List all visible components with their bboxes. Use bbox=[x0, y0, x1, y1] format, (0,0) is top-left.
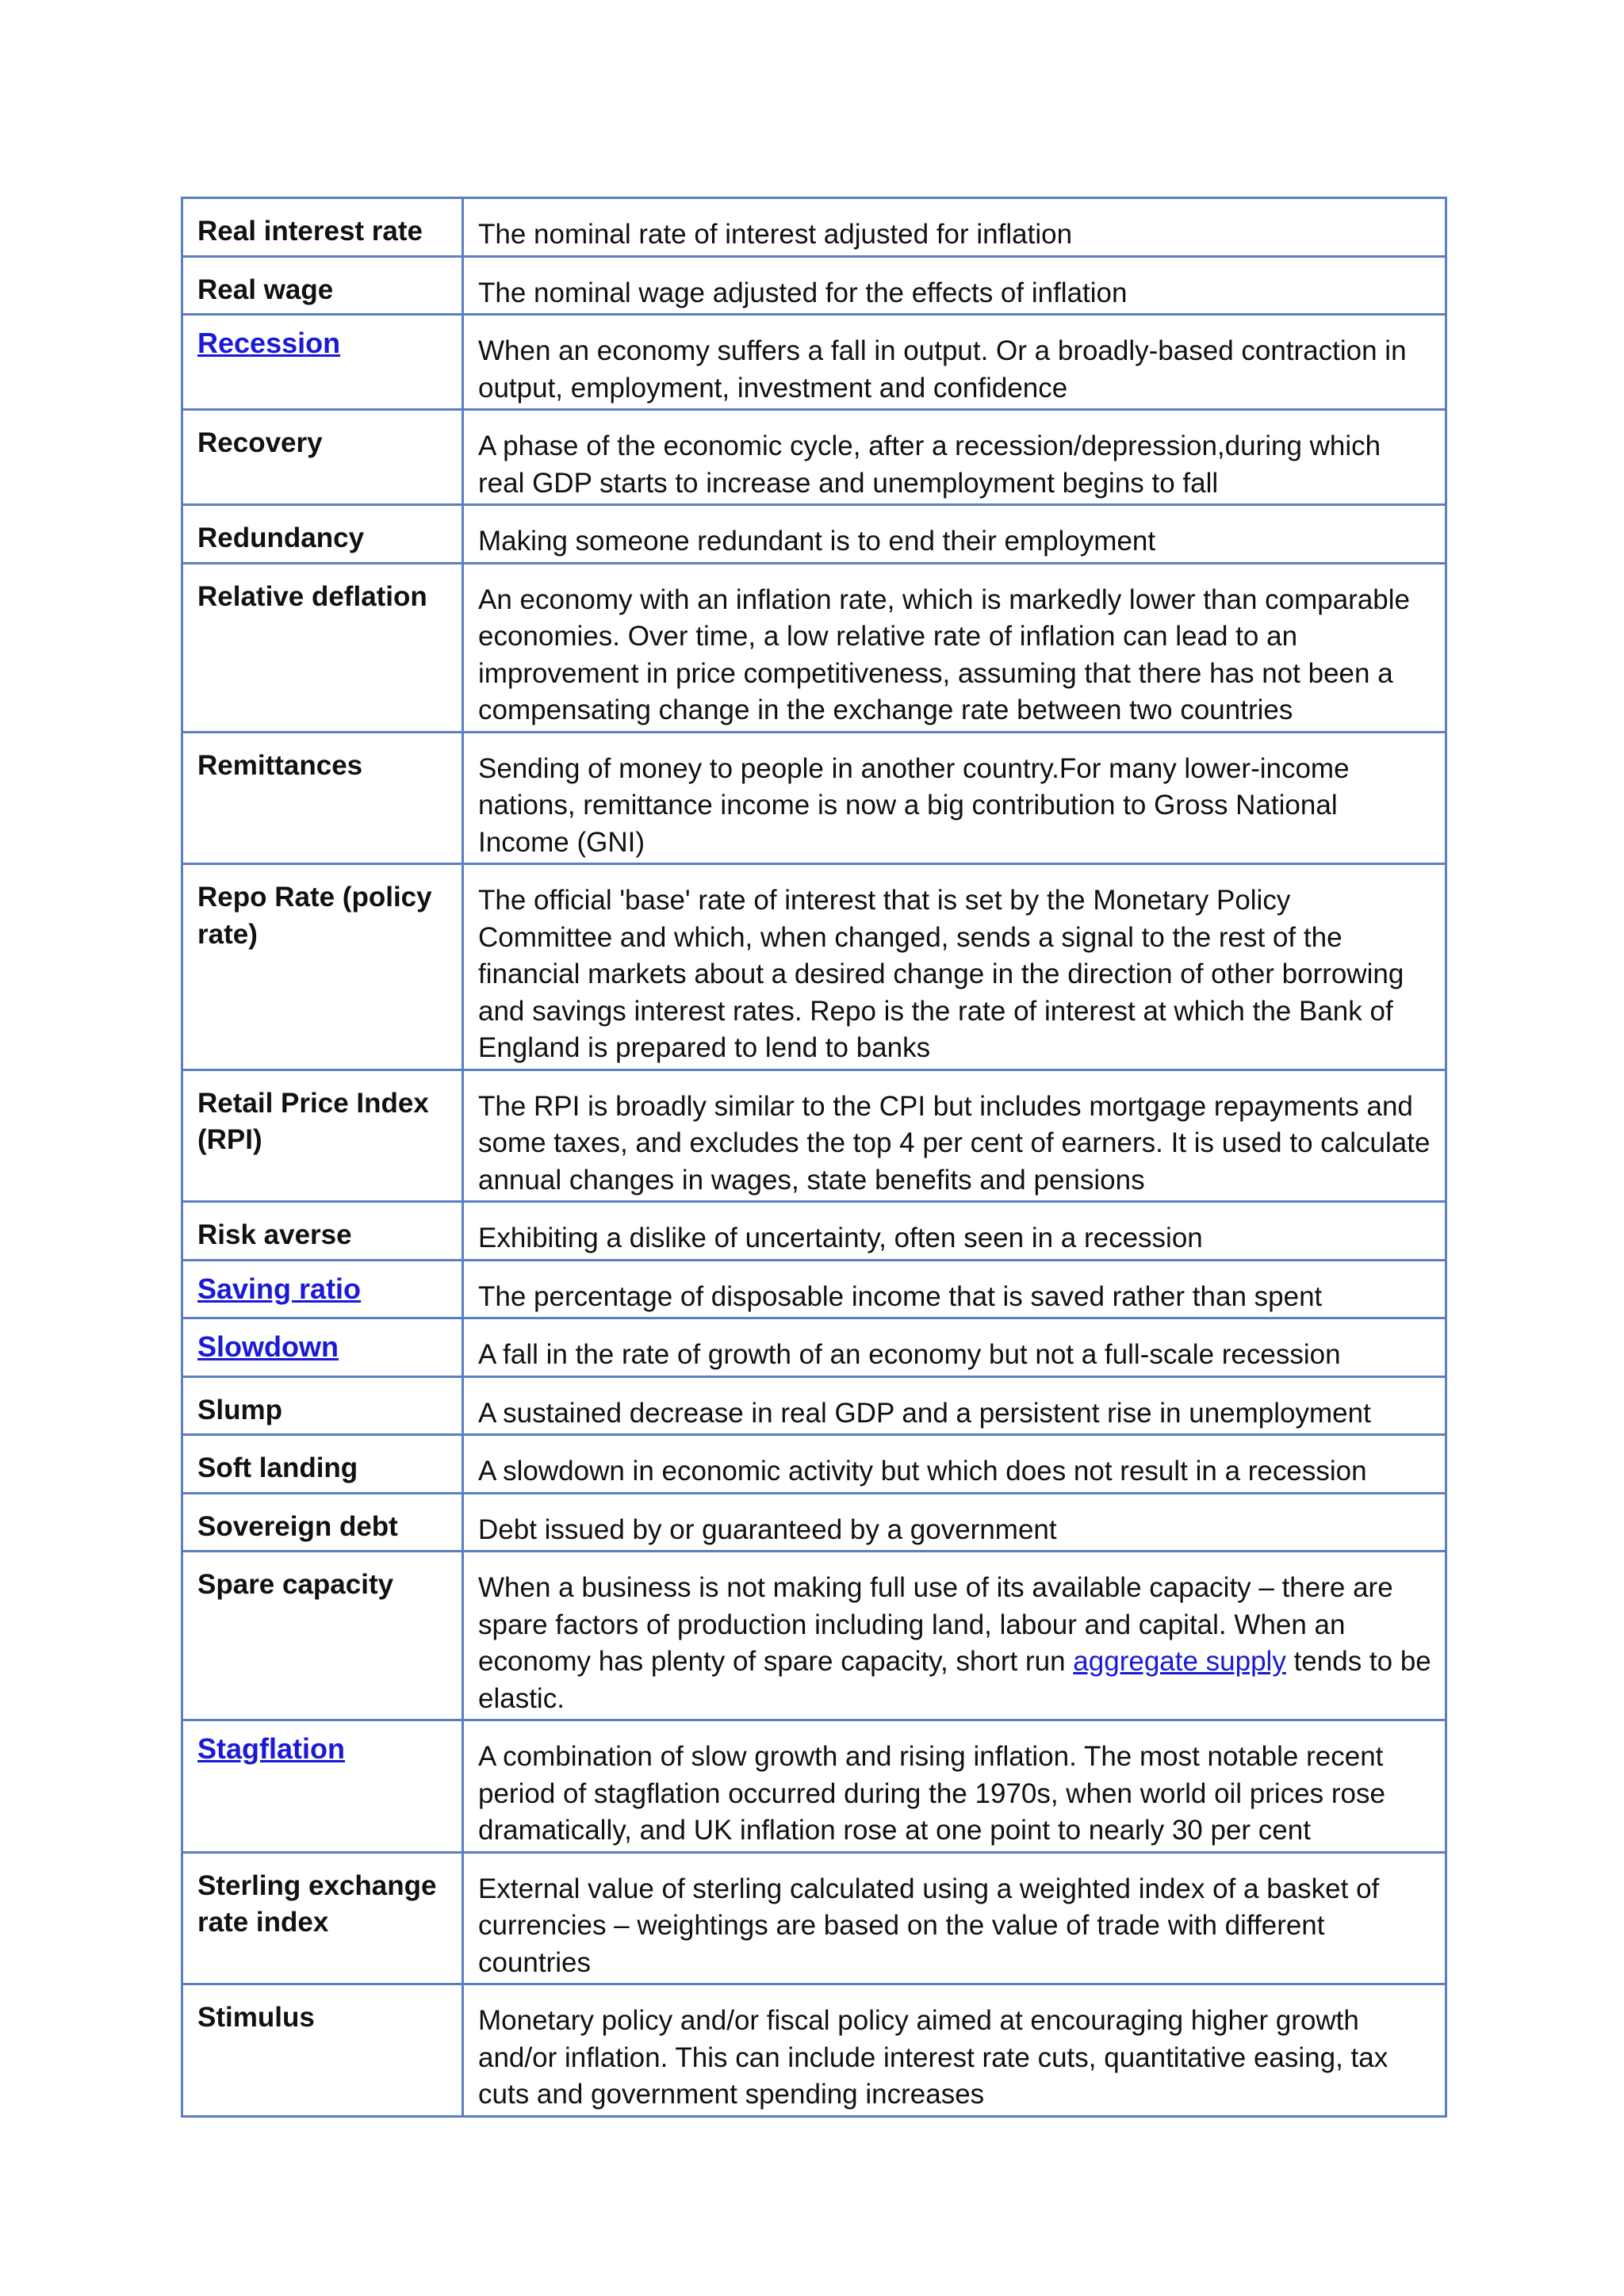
glossary-row bbox=[182, 315, 1446, 410]
glossary-definition-cell bbox=[463, 563, 1446, 732]
glossary-term: Sterling exchange rate index bbox=[197, 1869, 437, 1938]
glossary-term-link[interactable]: Saving ratio bbox=[197, 1272, 362, 1305]
glossary-term-cell bbox=[182, 256, 463, 315]
glossary-term: Real interest rate bbox=[197, 216, 423, 247]
glossary-row bbox=[182, 732, 1446, 864]
glossary-row bbox=[182, 1852, 1446, 1984]
glossary-row bbox=[182, 1552, 1446, 1720]
glossary-term-link[interactable]: Slowdown bbox=[197, 1330, 339, 1363]
glossary-term-cell bbox=[182, 315, 463, 410]
glossary-row bbox=[182, 1376, 1446, 1435]
glossary-definition-cell bbox=[463, 256, 1446, 315]
glossary-definition-cell bbox=[463, 410, 1446, 505]
glossary-row bbox=[182, 1318, 1446, 1377]
glossary-definition-cell bbox=[463, 1984, 1446, 2117]
glossary-table bbox=[181, 197, 1447, 2118]
glossary-term: Sovereign debt bbox=[197, 1510, 398, 1542]
glossary-term-cell bbox=[182, 1376, 463, 1435]
glossary-term: Soft landing bbox=[197, 1452, 358, 1483]
glossary-term-cell bbox=[182, 410, 463, 505]
glossary-term-cell bbox=[182, 1070, 463, 1202]
glossary-row bbox=[182, 198, 1446, 257]
glossary-definition-cell bbox=[463, 1376, 1446, 1435]
glossary-row bbox=[182, 1070, 1446, 1202]
glossary-term-link[interactable]: Stagflation bbox=[197, 1732, 345, 1765]
glossary-term: Redundancy bbox=[197, 522, 365, 553]
glossary-row bbox=[182, 1435, 1446, 1494]
glossary-definition: When an economy suffers a fall in output. Or a broadly-based contraction in output, employment, investment and confidence bbox=[478, 335, 1407, 404]
glossary-definition: The official 'base' rate of interest that is set by the Monetary Policy Committee and which, when changed, sends a signal to the rest of the financial markets about a desired change in the direction of other borrowing and savings interest rates. Repo is the rate of interest at which the Bank of England is prepared to lend to banks bbox=[478, 885, 1404, 1063]
glossary-definition: A sustained decrease in real GDP and a persistent rise in unemployment bbox=[478, 1397, 1371, 1429]
glossary-term-cell bbox=[182, 1552, 463, 1720]
glossary-row bbox=[182, 1720, 1446, 1853]
glossary-definition-cell bbox=[463, 1852, 1446, 1984]
glossary-row bbox=[182, 410, 1446, 505]
glossary-term: Slump bbox=[197, 1394, 282, 1425]
glossary-definition-cell bbox=[463, 1435, 1446, 1494]
glossary-definition-cell bbox=[463, 1202, 1446, 1261]
glossary-definition: An economy with an inflation rate, which is markedly lower than comparable economies. Over time, a low relative rate of inflation can lead to an improvement in price competitiveness, assuming that there has not been a compensating change in the exchange rate between two countries bbox=[478, 584, 1411, 725]
glossary-term: Stimulus bbox=[197, 2002, 315, 2033]
glossary-row bbox=[182, 563, 1446, 732]
glossary-term-cell bbox=[182, 1318, 463, 1377]
glossary-definition-cell bbox=[463, 505, 1446, 564]
glossary-definition-cell bbox=[463, 1070, 1446, 1202]
glossary-definition: The nominal rate of interest adjusted for inflation bbox=[478, 219, 1073, 250]
glossary-term-cell bbox=[182, 1720, 463, 1853]
glossary-term: Recovery bbox=[197, 427, 323, 458]
glossary-term-cell bbox=[182, 732, 463, 864]
glossary-definition-continued: tends to be elastic. bbox=[478, 1646, 1431, 1714]
glossary-definition: When a business is not making full use of its available capacity – there are spare factors of production including land, labour and capital. When an economy has plenty of spare capacity, short run bbox=[478, 1572, 1393, 1677]
glossary-term-cell bbox=[182, 563, 463, 732]
glossary-definition-cell bbox=[463, 1318, 1446, 1377]
glossary-definition: The nominal wage adjusted for the effects of inflation bbox=[478, 277, 1128, 308]
glossary-term-cell bbox=[182, 1493, 463, 1552]
glossary-definition-cell bbox=[463, 1720, 1446, 1853]
glossary-definition: Sending of money to people in another country.For many lower-income nations, remittance income is now a big contribution to Gross National Income (GNI) bbox=[478, 752, 1350, 858]
glossary-term: Repo Rate (policy rate) bbox=[197, 882, 432, 950]
glossary-definition-cell bbox=[463, 315, 1446, 410]
glossary-definition: A fall in the rate of growth of an economy but not a full-scale recession bbox=[478, 1339, 1341, 1370]
aggregate-supply-link[interactable]: aggregate supply bbox=[1073, 1646, 1286, 1677]
glossary-definition: Monetary policy and/or fiscal policy aimed at encouraging higher growth and/or inflation. This can include interest rate cuts, quantitative easing, tax cuts and government spending increases bbox=[478, 2005, 1388, 2110]
glossary-definition-cell bbox=[463, 864, 1446, 1070]
glossary-term-cell bbox=[182, 1435, 463, 1494]
glossary-term-cell bbox=[182, 505, 463, 564]
glossary-term: Relative deflation bbox=[197, 580, 427, 612]
glossary-term-cell bbox=[182, 1202, 463, 1261]
glossary-definition-cell bbox=[463, 198, 1446, 257]
glossary-row bbox=[182, 1202, 1446, 1261]
glossary-body bbox=[182, 198, 1446, 2117]
glossary-term-cell bbox=[182, 198, 463, 257]
glossary-term: Spare capacity bbox=[197, 1569, 394, 1600]
glossary-definition: A combination of slow growth and rising inflation. The most notable recent period of stagflation occurred during the 1970s, when world oil prices rose dramatically, and UK inflation rose at one point to nearly 30 per cent bbox=[478, 1741, 1385, 1846]
glossary-row bbox=[182, 864, 1446, 1070]
glossary-definition: The RPI is broadly similar to the CPI but includes mortgage repayments and some taxes, and excludes the top 4 per cent of earners. It is used to calculate annual changes in wages, state benefits and pensions bbox=[478, 1090, 1431, 1196]
glossary-definition-cell bbox=[463, 732, 1446, 864]
glossary-term: Remittances bbox=[197, 749, 363, 781]
glossary-row bbox=[182, 1260, 1446, 1318]
glossary-term-cell bbox=[182, 1984, 463, 2117]
glossary-row bbox=[182, 1493, 1446, 1552]
glossary-term: Real wage bbox=[197, 274, 334, 305]
glossary-definition: A phase of the economic cycle, after a recession/depression,during which real GDP starts to increase and unemployment begins to fall bbox=[478, 430, 1381, 499]
glossary-definition: External value of sterling calculated using a weighted index of a basket of currencies – weightings are based on the value of trade with different countries bbox=[478, 1873, 1380, 1978]
glossary-term-cell bbox=[182, 1852, 463, 1984]
glossary-definition: The percentage of disposable income that is saved rather than spent bbox=[478, 1280, 1323, 1312]
glossary-term: Retail Price Index (RPI) bbox=[197, 1087, 429, 1155]
glossary-definition: Debt issued by or guaranteed by a government bbox=[478, 1513, 1057, 1545]
glossary-row bbox=[182, 1984, 1446, 2117]
glossary-term-cell bbox=[182, 864, 463, 1070]
glossary-row bbox=[182, 505, 1446, 564]
glossary-term-cell bbox=[182, 1260, 463, 1318]
glossary-definition: Making someone redundant is to end their employment bbox=[478, 526, 1156, 557]
glossary-term: Risk averse bbox=[197, 1219, 352, 1250]
glossary-definition-cell bbox=[463, 1493, 1446, 1552]
glossary-definition-cell bbox=[463, 1552, 1446, 1720]
glossary-definition: A slowdown in economic activity but which does not result in a recession bbox=[478, 1456, 1367, 1487]
glossary-definition-cell bbox=[463, 1260, 1446, 1318]
glossary-definition: Exhibiting a dislike of uncertainty, often seen in a recession bbox=[478, 1223, 1203, 1253]
glossary-row bbox=[182, 256, 1446, 315]
glossary-term-link[interactable]: Recession bbox=[197, 327, 341, 359]
